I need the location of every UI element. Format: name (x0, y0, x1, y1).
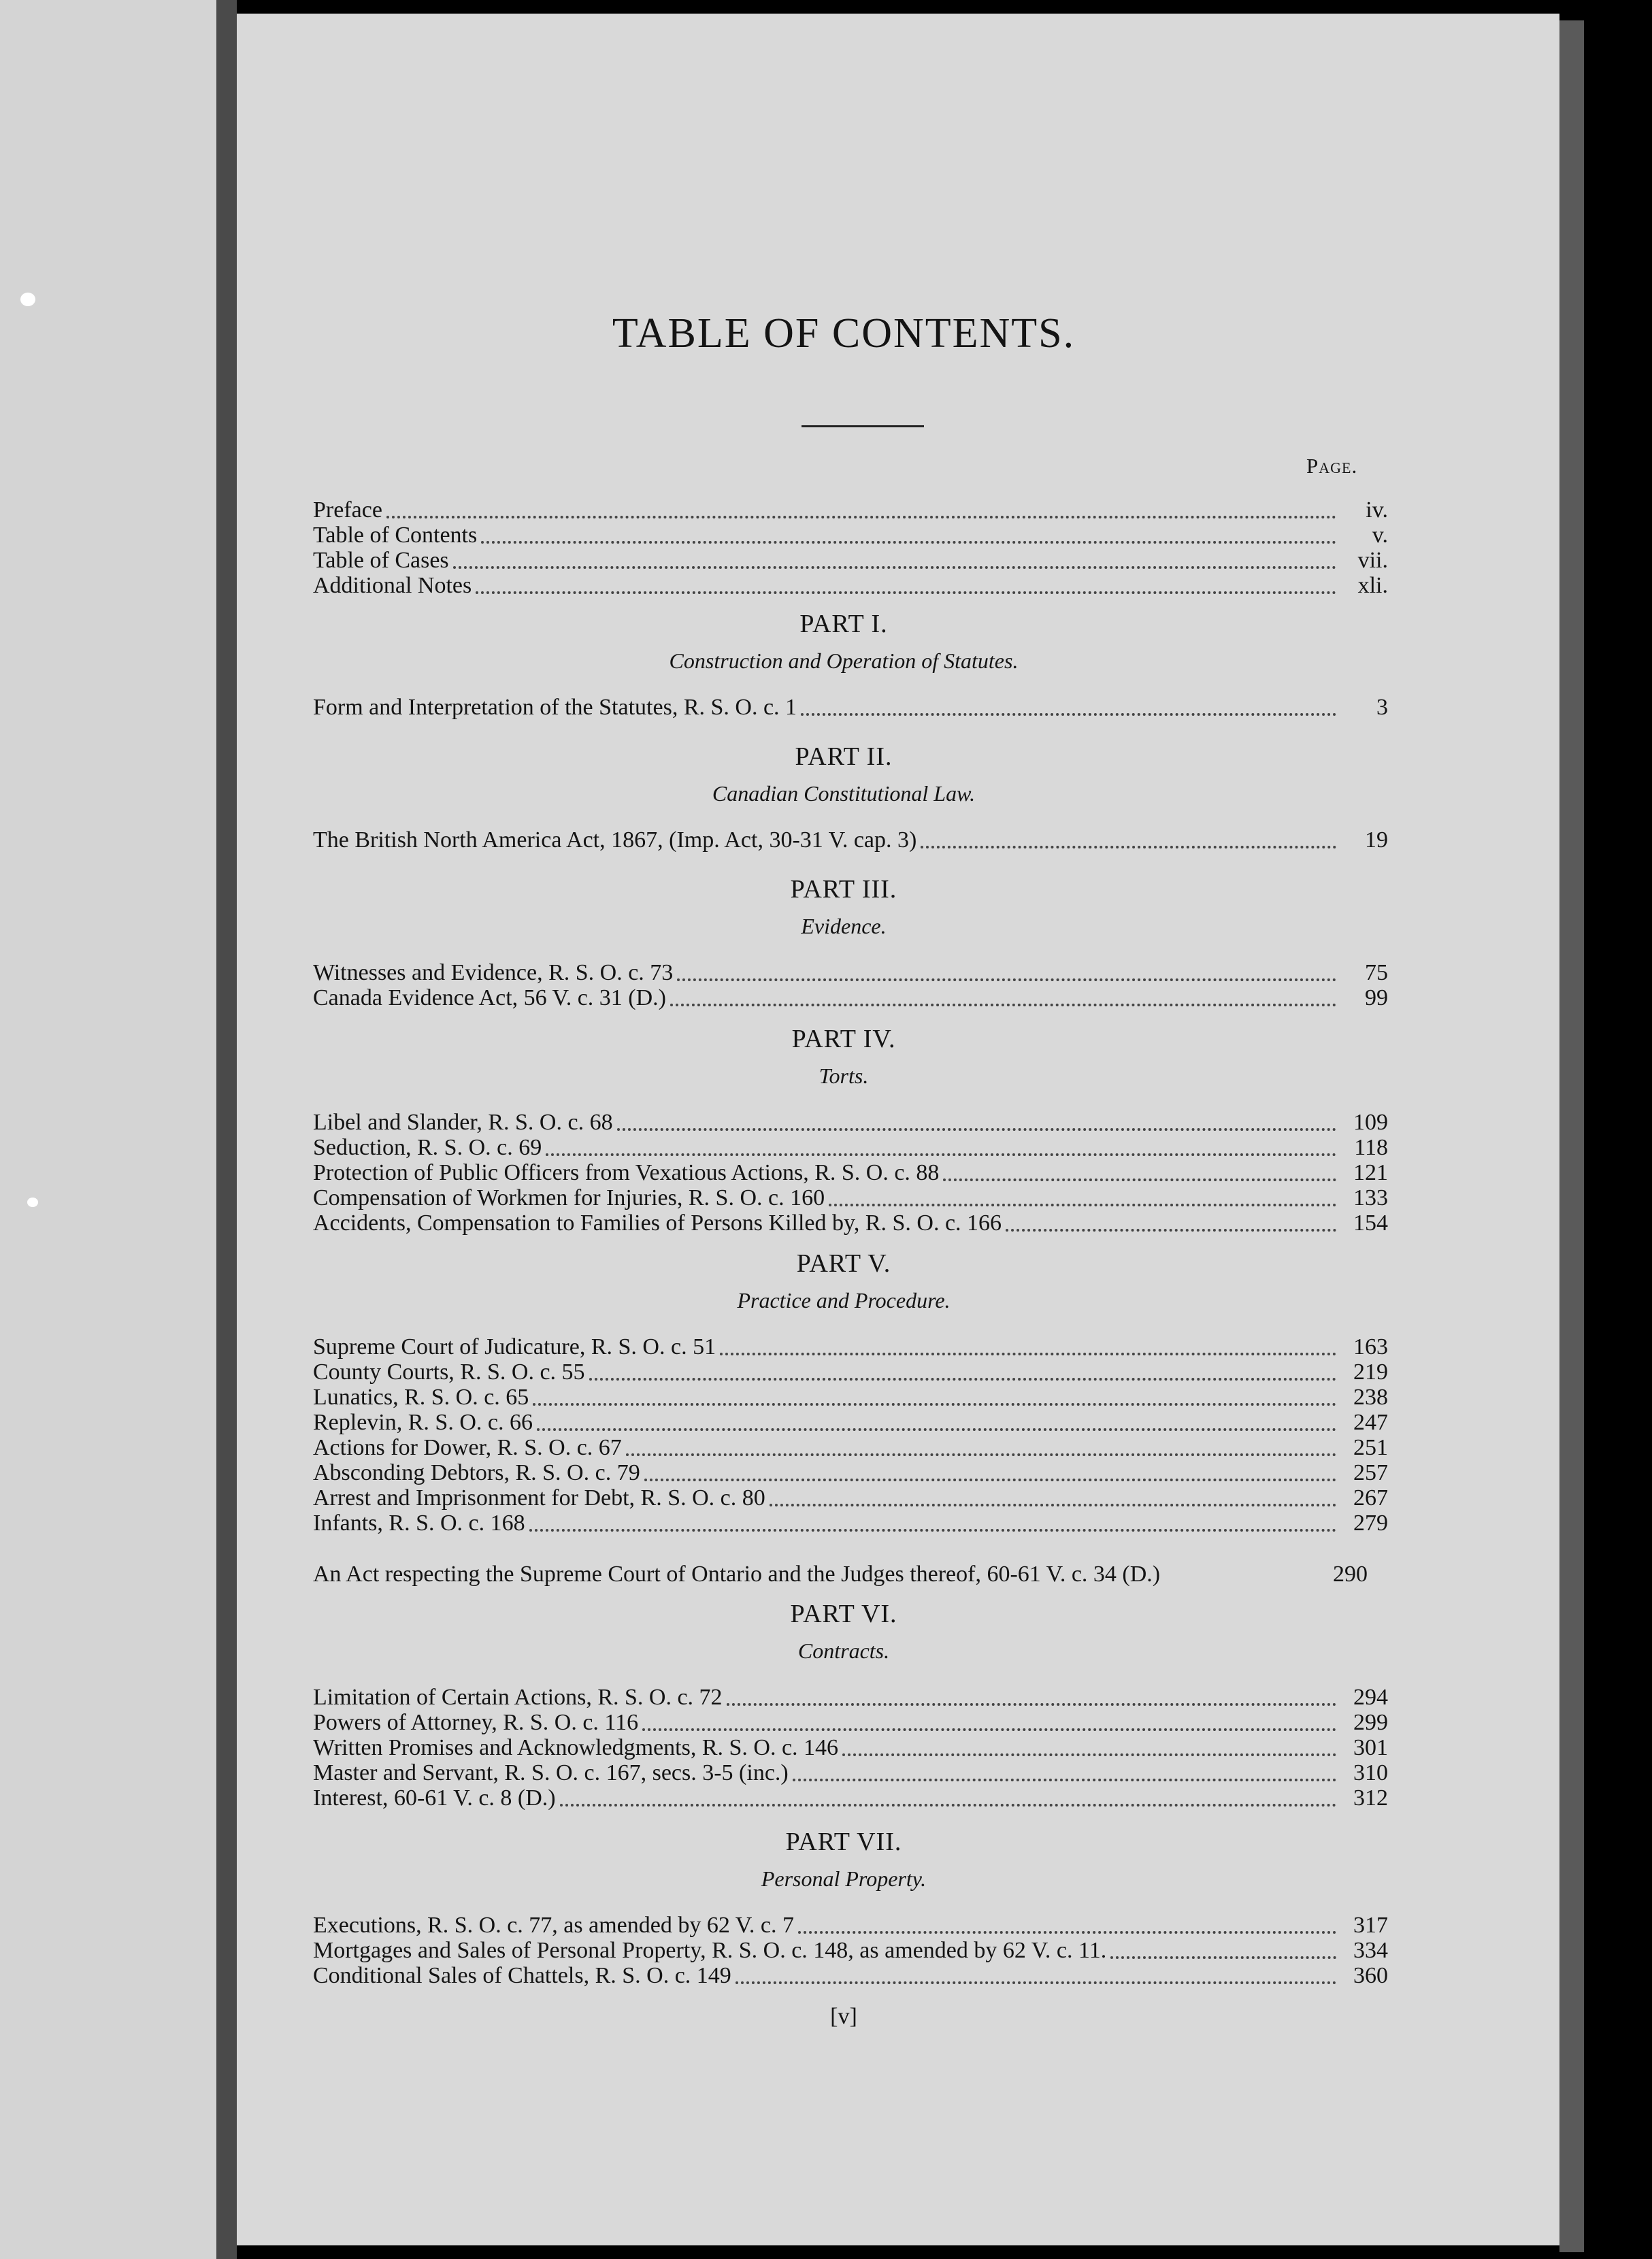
toc-entry-page: 334 (1353, 1938, 1388, 1963)
toc-entry-page: 301 (1353, 1735, 1388, 1760)
toc-entry-page: 109 (1353, 1110, 1388, 1135)
toc-entry (313, 1485, 1388, 1511)
leader-dots (736, 1964, 1336, 1984)
toc-entry-label: Interest, 60-61 V. c. 8 (D.) (313, 1785, 556, 1811)
toc-entry (313, 547, 1388, 573)
toc-entry-page: 247 (1353, 1410, 1388, 1435)
leader-dots (453, 548, 1336, 569)
toc-entry (313, 1937, 1388, 1963)
toc-entry-label: Written Promises and Acknowledgments, R. S. O. c. 146 (313, 1735, 839, 1760)
toc-entry-page: 267 (1353, 1485, 1388, 1511)
leader-dots (533, 1385, 1336, 1406)
toc-entry (313, 1684, 1388, 1710)
toc-entry-label: Witnesses and Evidence, R. S. O. c. 73 (313, 960, 674, 985)
toc-entry-page: iv. (1366, 497, 1388, 523)
toc-entry-label: Preface (313, 497, 382, 523)
toc-entry-page: 19 (1365, 827, 1388, 853)
toc-entry (313, 959, 1388, 985)
scan-speck (27, 1198, 38, 1207)
part-subtitle: Torts. (819, 1063, 869, 1088)
part-title: PART IV. (791, 1025, 896, 1053)
toc-entry-page: 360 (1353, 1963, 1388, 1988)
toc-entry (313, 1760, 1388, 1785)
leader-dots (537, 1411, 1336, 1431)
left-page-edge (0, 0, 216, 2259)
toc-entry-page: 238 (1353, 1385, 1388, 1410)
toc-entry (313, 1134, 1388, 1160)
toc-entry-label: Table of Contents (313, 523, 478, 548)
toc-entry (313, 1535, 1388, 1587)
toc-entry-page: xli. (1357, 573, 1388, 598)
toc-entry-label: Infants, R. S. O. c. 168 (313, 1511, 525, 1536)
page-edge-right (1559, 20, 1584, 2252)
leader-dots (727, 1685, 1336, 1706)
toc-entry-page: v. (1372, 523, 1388, 548)
toc-entry (313, 1912, 1388, 1938)
part-subtitle: Canadian Constitutional Law. (712, 781, 976, 806)
toc-entry (313, 1510, 1388, 1536)
toc-entry (313, 572, 1388, 598)
toc-entry (313, 985, 1388, 1010)
toc-entry-label: Form and Interpretation of the Statutes, R. S. O. c. 1 (313, 695, 797, 720)
leader-dots (386, 498, 1336, 518)
toc-entry-label: Executions, R. S. O. c. 77, as amended by 62 V. c. 7 (313, 1913, 794, 1938)
toc-entry-page: 257 (1353, 1460, 1388, 1485)
toc-entry (313, 1460, 1388, 1485)
leader-dots (644, 1461, 1336, 1481)
leader-dots (1110, 1939, 1336, 1959)
toc-entry-page: 279 (1353, 1511, 1388, 1536)
leader-dots (626, 1436, 1336, 1456)
leader-dots (677, 961, 1336, 981)
part-title: PART V. (796, 1249, 891, 1278)
toc-entry (313, 1734, 1388, 1760)
leader-dots (829, 1186, 1336, 1206)
toc-entry-page: 118 (1354, 1135, 1388, 1160)
toc-entry-label: An Act respecting the Supreme Court of Ontario and the Judges thereof, 60-61 V. c. 34 (D.) (313, 1562, 1161, 1587)
leader-dots (801, 695, 1336, 716)
toc-entry-label: Limitation of Certain Actions, R. S. O. c. 72 (313, 1685, 723, 1710)
toc-entry-page: 154 (1353, 1210, 1388, 1236)
part-title: PART VI. (790, 1600, 897, 1628)
toc-entry-page: 121 (1353, 1160, 1388, 1185)
folio: [v] (830, 2004, 857, 2029)
toc-entry (313, 1434, 1388, 1460)
toc-entry (313, 1185, 1388, 1210)
toc-entry-label: Master and Servant, R. S. O. c. 167, secs. 3-5 (inc.) (313, 1760, 789, 1785)
toc-entry-page: 219 (1353, 1359, 1388, 1385)
toc-entry-page: 312 (1353, 1785, 1388, 1811)
leader-dots (720, 1335, 1336, 1355)
toc-entry (313, 522, 1388, 548)
toc-entry (313, 1962, 1388, 1988)
toc-entry-page: 133 (1353, 1185, 1388, 1210)
toc-entry-label: Mortgages and Sales of Personal Property, R. S. O. c. 148, as amended by 62 V. c. 11. (313, 1938, 1107, 1963)
leader-dots (921, 828, 1336, 848)
scan-border-right (1584, 27, 1652, 2259)
toc-entry-label: The British North America Act, 1867, (Imp. Act, 30-31 V. cap. 3) (313, 827, 917, 853)
part-title: PART I. (799, 610, 888, 638)
leader-dots (481, 523, 1336, 544)
leader-dots (770, 1486, 1336, 1506)
toc-entry-label: Libel and Slander, R. S. O. c. 68 (313, 1110, 613, 1135)
toc-entry-label: Table of Cases (313, 548, 449, 573)
toc-entry (313, 1334, 1388, 1359)
toc-content (313, 0, 1402, 2259)
toc-entry (313, 827, 1388, 853)
scan-speck (20, 293, 35, 306)
toc-entry-label: Compensation of Workmen for Injuries, R. S. O. c. 160 (313, 1185, 825, 1210)
toc-entry-label: Seduction, R. S. O. c. 69 (313, 1135, 542, 1160)
toc-entry (313, 1709, 1388, 1735)
toc-entry-page: 99 (1365, 985, 1388, 1010)
leader-dots (617, 1110, 1336, 1131)
part-subtitle: Personal Property. (761, 1866, 927, 1891)
leader-dots (546, 1136, 1336, 1156)
toc-entry-label: Replevin, R. S. O. c. 66 (313, 1410, 533, 1435)
leader-dots (529, 1511, 1336, 1532)
page-title: TABLE OF CONTENTS. (612, 310, 1076, 357)
leader-dots (589, 1360, 1336, 1381)
toc-entry-page: 299 (1353, 1710, 1388, 1735)
toc-entry-label: Lunatics, R. S. O. c. 65 (313, 1385, 529, 1410)
title-rule (802, 425, 924, 427)
toc-entry-label: Accidents, Compensation to Families of Persons Killed by, R. S. O. c. 166 (313, 1210, 1002, 1236)
toc-entry-page: 310 (1353, 1760, 1388, 1785)
part-subtitle: Evidence. (801, 914, 887, 938)
leader-dots (1006, 1211, 1336, 1232)
part-subtitle: Contracts. (797, 1638, 890, 1663)
part-subtitle: Construction and Operation of Statutes. (669, 648, 1019, 673)
toc-entry-page: 163 (1353, 1334, 1388, 1359)
toc-entry (313, 1159, 1388, 1185)
part-title: PART III. (790, 875, 897, 904)
toc-entry-page: vii. (1357, 548, 1388, 573)
toc-entry-label: Supreme Court of Judicature, R. S. O. c. 51 (313, 1334, 716, 1359)
toc-entry-label: Protection of Public Officers from Vexatious Actions, R. S. O. c. 88 (313, 1160, 940, 1185)
leader-dots (670, 986, 1336, 1006)
toc-entry (313, 1359, 1388, 1385)
toc-entry-label: Absconding Debtors, R. S. O. c. 79 (313, 1460, 640, 1485)
toc-entry (313, 497, 1388, 523)
book-gutter (216, 0, 237, 2259)
toc-entry-page: 251 (1353, 1435, 1388, 1460)
part-title: PART VII. (785, 1828, 902, 1856)
toc-entry-page: 3 (1376, 695, 1388, 720)
toc-entry-page: 294 (1353, 1685, 1388, 1710)
toc-entry-label: Canada Evidence Act, 56 V. c. 31 (D.) (313, 985, 666, 1010)
toc-entry (313, 694, 1388, 720)
toc-entry-label: Powers of Attorney, R. S. O. c. 116 (313, 1710, 639, 1735)
toc-entry-label: Arrest and Imprisonment for Debt, R. S. O. c. 80 (313, 1485, 765, 1511)
toc-entry (313, 1384, 1388, 1410)
toc-entry-label: Conditional Sales of Chattels, R. S. O. c. 149 (313, 1963, 731, 1988)
leader-dots (560, 1786, 1336, 1807)
leader-dots (793, 1761, 1336, 1781)
toc-entry (313, 1785, 1388, 1811)
leader-dots (842, 1736, 1336, 1756)
page-column-heading: Page. (1306, 454, 1358, 478)
toc-entry-page: 75 (1365, 960, 1388, 985)
part-subtitle: Practice and Procedure. (737, 1288, 951, 1313)
leader-dots (943, 1161, 1336, 1181)
part-title: PART II. (795, 742, 893, 771)
toc-entry (313, 1409, 1388, 1435)
toc-entry-page: 317 (1353, 1913, 1388, 1938)
toc-entry-label: Actions for Dower, R. S. O. c. 67 (313, 1435, 622, 1460)
leader-dots (798, 1913, 1336, 1934)
leader-dots (642, 1711, 1336, 1731)
toc-entry (313, 1210, 1388, 1236)
toc-entry-label: Additional Notes (313, 573, 472, 598)
leader-dots (476, 574, 1336, 594)
toc-entry (313, 1109, 1388, 1135)
toc-entry-label: County Courts, R. S. O. c. 55 (313, 1359, 585, 1385)
toc-entry-page: 290 (1333, 1562, 1368, 1587)
